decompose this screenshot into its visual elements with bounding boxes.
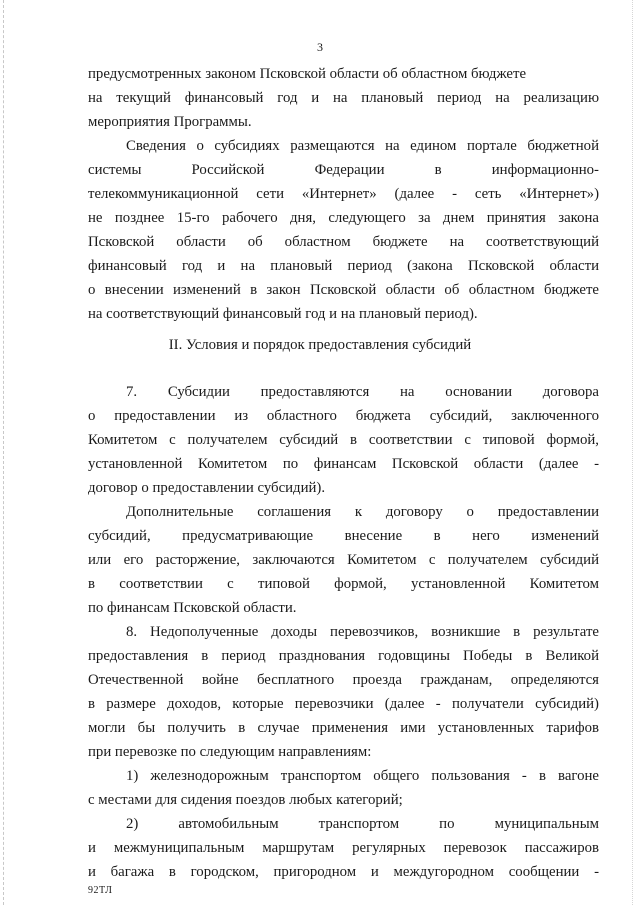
text-line: субсидий, предусматривающие внесение в него изменений <box>88 528 599 544</box>
text-line: или его расторжение, заключаются Комитетом с получателем субсидий <box>88 552 599 568</box>
text-line: Отечественной войне бесплатного проезда гражданам, определяются <box>88 672 599 688</box>
text-line: на соответствующий финансовый год и на плановый период). <box>88 306 478 322</box>
section-heading: II. Условия и порядок предоставления субсидий <box>168 337 472 353</box>
text-line: и межмуниципальным маршрутам регулярных перевозок пассажиров <box>88 840 599 856</box>
text-line: с местами для сидения поездов любых категорий; <box>88 792 403 808</box>
text-line: Комитетом с получателем субсидий в соответствии с типовой формой, <box>88 432 599 448</box>
text-line: в соответствии с типовой формой, установленной Комитетом <box>88 576 599 592</box>
text-line: о предоставлении из областного бюджета субсидий, заключенного <box>88 408 599 424</box>
text-line: при перевозке по следующим направлениям: <box>88 744 372 760</box>
text-line: в размере доходов, которые перевозчики (далее - получатели субсидий) <box>88 696 599 712</box>
text-line: могли бы получить в случае применения ими установленных тарифов <box>88 720 599 736</box>
text-line: Сведения о субсидиях размещаются на едином портале бюджетной <box>126 138 599 154</box>
text-line: по финансам Псковской области. <box>88 600 297 616</box>
text-line: финансовый год и на плановый период (закона Псковской области <box>88 258 599 274</box>
text-line: 7. Субсидии предоставляются на основании договора <box>126 384 599 400</box>
text-line: Дополнительные соглашения к договору о предоставлении <box>126 504 599 520</box>
text-line: Псковской области об областном бюджете на соответствующий <box>88 234 599 250</box>
text-line: 8. Недополученные доходы перевозчиков, возникшие в результате <box>126 624 599 640</box>
text-line: не позднее 15-го рабочего дня, следующего за днем принятия закона <box>88 210 599 226</box>
text-line: 2) автомобильным транспортом по муниципальным <box>126 816 599 832</box>
text-line: телекоммуникационной сети «Интернет» (далее - сеть «Интернет») <box>88 186 599 202</box>
scan-edge-left <box>3 0 5 905</box>
text-line: предоставления в период празднования годовщины Победы в Великой <box>88 648 599 664</box>
text-line: предусмотренных законом Псковской области об областном бюджете <box>88 66 527 82</box>
text-line: установленной Комитетом по финансам Псковской области (далее - <box>88 456 599 472</box>
text-line: о внесении изменений в закон Псковской области об областном бюджете <box>88 282 599 298</box>
text-line: на текущий финансовый год и на плановый период на реализацию <box>88 90 599 106</box>
text-line: мероприятия Программы. <box>88 114 252 130</box>
page-number: 3 <box>317 40 323 54</box>
text-line: и багажа в городском, пригородном и междугородном сообщении - <box>88 864 599 880</box>
document-code: 92ТЛ <box>88 885 113 896</box>
text-line: договор о предоставлении субсидий). <box>88 480 326 496</box>
scan-edge-right <box>632 0 634 905</box>
text-line: системы Российской Федерации в информационно- <box>88 162 599 178</box>
text-line: 1) железнодорожным транспортом общего пользования - в вагоне <box>126 768 599 784</box>
